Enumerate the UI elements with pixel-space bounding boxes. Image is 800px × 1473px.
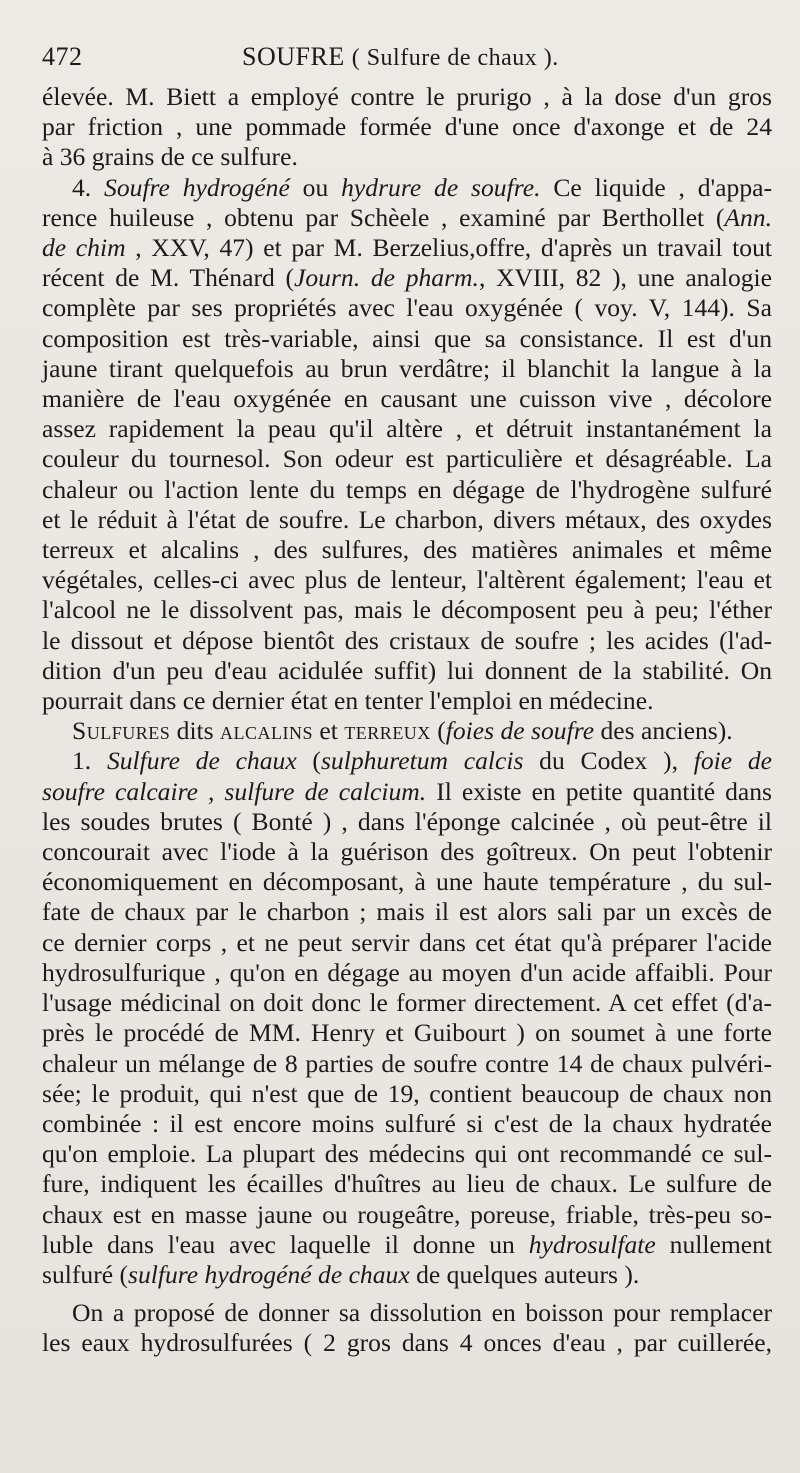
paragraph-1 <box>42 82 772 173</box>
italic-term: Soufre hydrogéné <box>104 172 290 202</box>
italic-citation: de chim <box>42 233 126 263</box>
text-run: récent de M. Thénard ( <box>42 263 295 293</box>
italic-citation: Journ. de pharm. <box>294 263 479 293</box>
text-line <box>42 777 772 807</box>
paragraph-3 <box>42 746 772 1290</box>
text-line <box>42 263 772 293</box>
text-line: fate de chaux par le charbon ; mais il est alors sali par un excès de <box>42 897 772 927</box>
title-paren: ( Sulfure de chaux ). <box>351 45 559 71</box>
running-header <box>42 42 772 82</box>
small-caps-run: Sulfures <box>72 716 171 746</box>
text-line: qu'on emploie. La plupart des médecins qui ont recommandé ce sul- <box>42 1139 772 1169</box>
text-line: près le procédé de MM. Henry et Guibourt ) on soumet à une forte <box>42 1018 772 1048</box>
text-run: et <box>313 716 345 746</box>
text-line: par friction , une pommade formée d'une once d'axonge et de 24 <box>42 112 772 142</box>
text-line <box>42 233 772 263</box>
text-line: terreux et alcalins , des sulfures, des matières animales et même <box>42 535 772 565</box>
text-line: dition d'un peu d'eau acidulée suffit) lui donnent de la stabilité. On <box>42 655 772 685</box>
italic-term: foies de soufre <box>445 716 595 746</box>
text-run: , XVIII, 82 ), une analogie <box>478 263 773 293</box>
text-line: fure, indiquent les écailles d'huîtres au lieu de chaux. Le sulfure de <box>42 1169 772 1199</box>
text-line: composition est très-variable, ainsi que sa consistance. Il est d'un <box>42 323 772 353</box>
text-run: ( <box>430 716 446 746</box>
text-line: élevée. M. Biett a employé contre le prurigo , à la dose d'un gros <box>42 82 772 111</box>
text-line: complète par ses propriétés avec l'eau oxygénée ( voy. V, 144). Sa <box>42 293 772 323</box>
text-line: couleur du tournesol. Son odeur est particulière et désagréable. La <box>42 444 772 474</box>
italic-term: foie de <box>693 746 773 776</box>
title-main: SOUFRE <box>242 42 345 71</box>
italic-term: sulfure hydrogéné de chaux <box>128 1259 410 1289</box>
text-run: nullement <box>655 1229 772 1259</box>
italic-term: Sulfure de chaux <box>106 746 297 776</box>
italic-citation: Ann. <box>724 202 772 232</box>
text-line: manière de l'eau oxygénée en causant une cuisson vive , décolore <box>42 384 772 414</box>
text-line: le dissout et dépose bientôt des cristaux de soufre ; les acides (l'ad- <box>42 625 772 655</box>
text-run: , XXV, 47) et par M. Berzelius,offre, d'après un travail tout <box>125 233 772 263</box>
item-number: 4. <box>72 172 92 202</box>
text-line <box>42 1260 772 1290</box>
italic-term: hydrosulfate <box>528 1229 656 1259</box>
text-run: ou <box>289 172 342 202</box>
section-heading <box>42 716 772 746</box>
text-run: Il existe en petite quantité dans <box>426 776 772 806</box>
paragraph-4 <box>42 1298 772 1358</box>
text-line: chaleur un mélange de 8 parties de soufre contre 14 de chaux pulvéri- <box>42 1048 772 1078</box>
text-run: du Codex ), <box>523 746 694 776</box>
text-line: ce dernier corps , et ne peut servir dans cet état qu'à préparer l'acide <box>42 927 772 957</box>
text-run: ( <box>296 746 321 776</box>
paragraph-2 <box>42 173 772 717</box>
text-line: hydrosulfurique , qu'on en dégage au moyen d'un acide affaibli. Pour <box>42 957 772 987</box>
text-line: l'usage médicinal on doit donc le former directement. A cet effet (d'a- <box>42 988 772 1018</box>
text-line: jaune tirant quelquefois au brun verdâtre; il blanchit la langue à la <box>42 353 772 383</box>
text-line <box>42 716 772 746</box>
italic-term: hydrure de soufre. <box>341 172 541 202</box>
text-line <box>42 746 772 776</box>
text-line: à 36 grains de ce sulfure. <box>42 142 298 172</box>
text-run: dits <box>170 716 221 746</box>
text-run: sulfuré ( <box>42 1259 128 1289</box>
text-line: combinée : il est encore moins sulfuré si c'est de la chaux hydratée <box>42 1108 772 1138</box>
small-caps-run: alcalins <box>220 716 314 746</box>
italic-term: soufre calcaire , sulfure de calcium. <box>42 776 427 806</box>
text-line <box>42 203 772 233</box>
text-line: chaux est en masse jaune ou rougeâtre, poreuse, friable, très-peu so- <box>42 1199 772 1229</box>
body-text <box>42 82 772 1359</box>
italic-term: sulphuretum calcis <box>320 746 524 776</box>
text-line: les soudes brutes ( Bonté ) , dans l'éponge calcinée , où peut-être il <box>42 806 772 836</box>
running-title <box>242 42 559 72</box>
text-line: chaleur ou l'action lente du temps en dégage de l'hydrogène sulfuré <box>42 474 772 504</box>
page-number: 472 <box>42 42 83 71</box>
text-line: concourait avec l'iode à la guérison des goîtreux. On peut l'obtenir <box>42 837 772 867</box>
text-line: sée; le produit, qui n'est que de 19, contient beaucoup de chaux non <box>42 1078 772 1108</box>
text-line: assez rapidement la peau qu'il altère , et détruit instantanément la <box>42 414 772 444</box>
small-caps-run: terreux <box>344 716 431 746</box>
text-run: des anciens). <box>594 716 733 746</box>
text-line: économiquement en décomposant, à une haute température , du sul- <box>42 867 772 897</box>
text-line: et le réduit à l'état de soufre. Le charbon, divers métaux, des oxydes <box>42 504 772 534</box>
item-number: 1. <box>72 746 92 776</box>
text-line <box>42 173 772 203</box>
text-line: l'alcool ne le dissolvent pas, mais le décomposent peu à peu; l'éther <box>42 595 772 625</box>
text-run: luble dans l'eau avec laquelle il donne un <box>42 1229 529 1259</box>
text-line: On a proposé de donner sa dissolution en boisson pour remplacer <box>72 1298 772 1328</box>
text-line: les eaux hydrosulfurées ( 2 gros dans 4 onces d'eau , par cuillerée, <box>42 1328 772 1358</box>
text-run: de quelques auteurs ). <box>409 1259 640 1289</box>
text-line <box>42 1230 772 1260</box>
text-line: végétales, celles-ci avec plus de lenteur, l'altèrent également; l'eau et <box>42 565 772 595</box>
text-run: Ce liquide , d'appa- <box>540 172 773 202</box>
text-line: pourrait dans ce dernier état en tenter l'emploi en médecine. <box>42 686 654 716</box>
text-run: rence huileuse , obtenu par Schèele , examiné par Berthollet ( <box>42 202 725 232</box>
